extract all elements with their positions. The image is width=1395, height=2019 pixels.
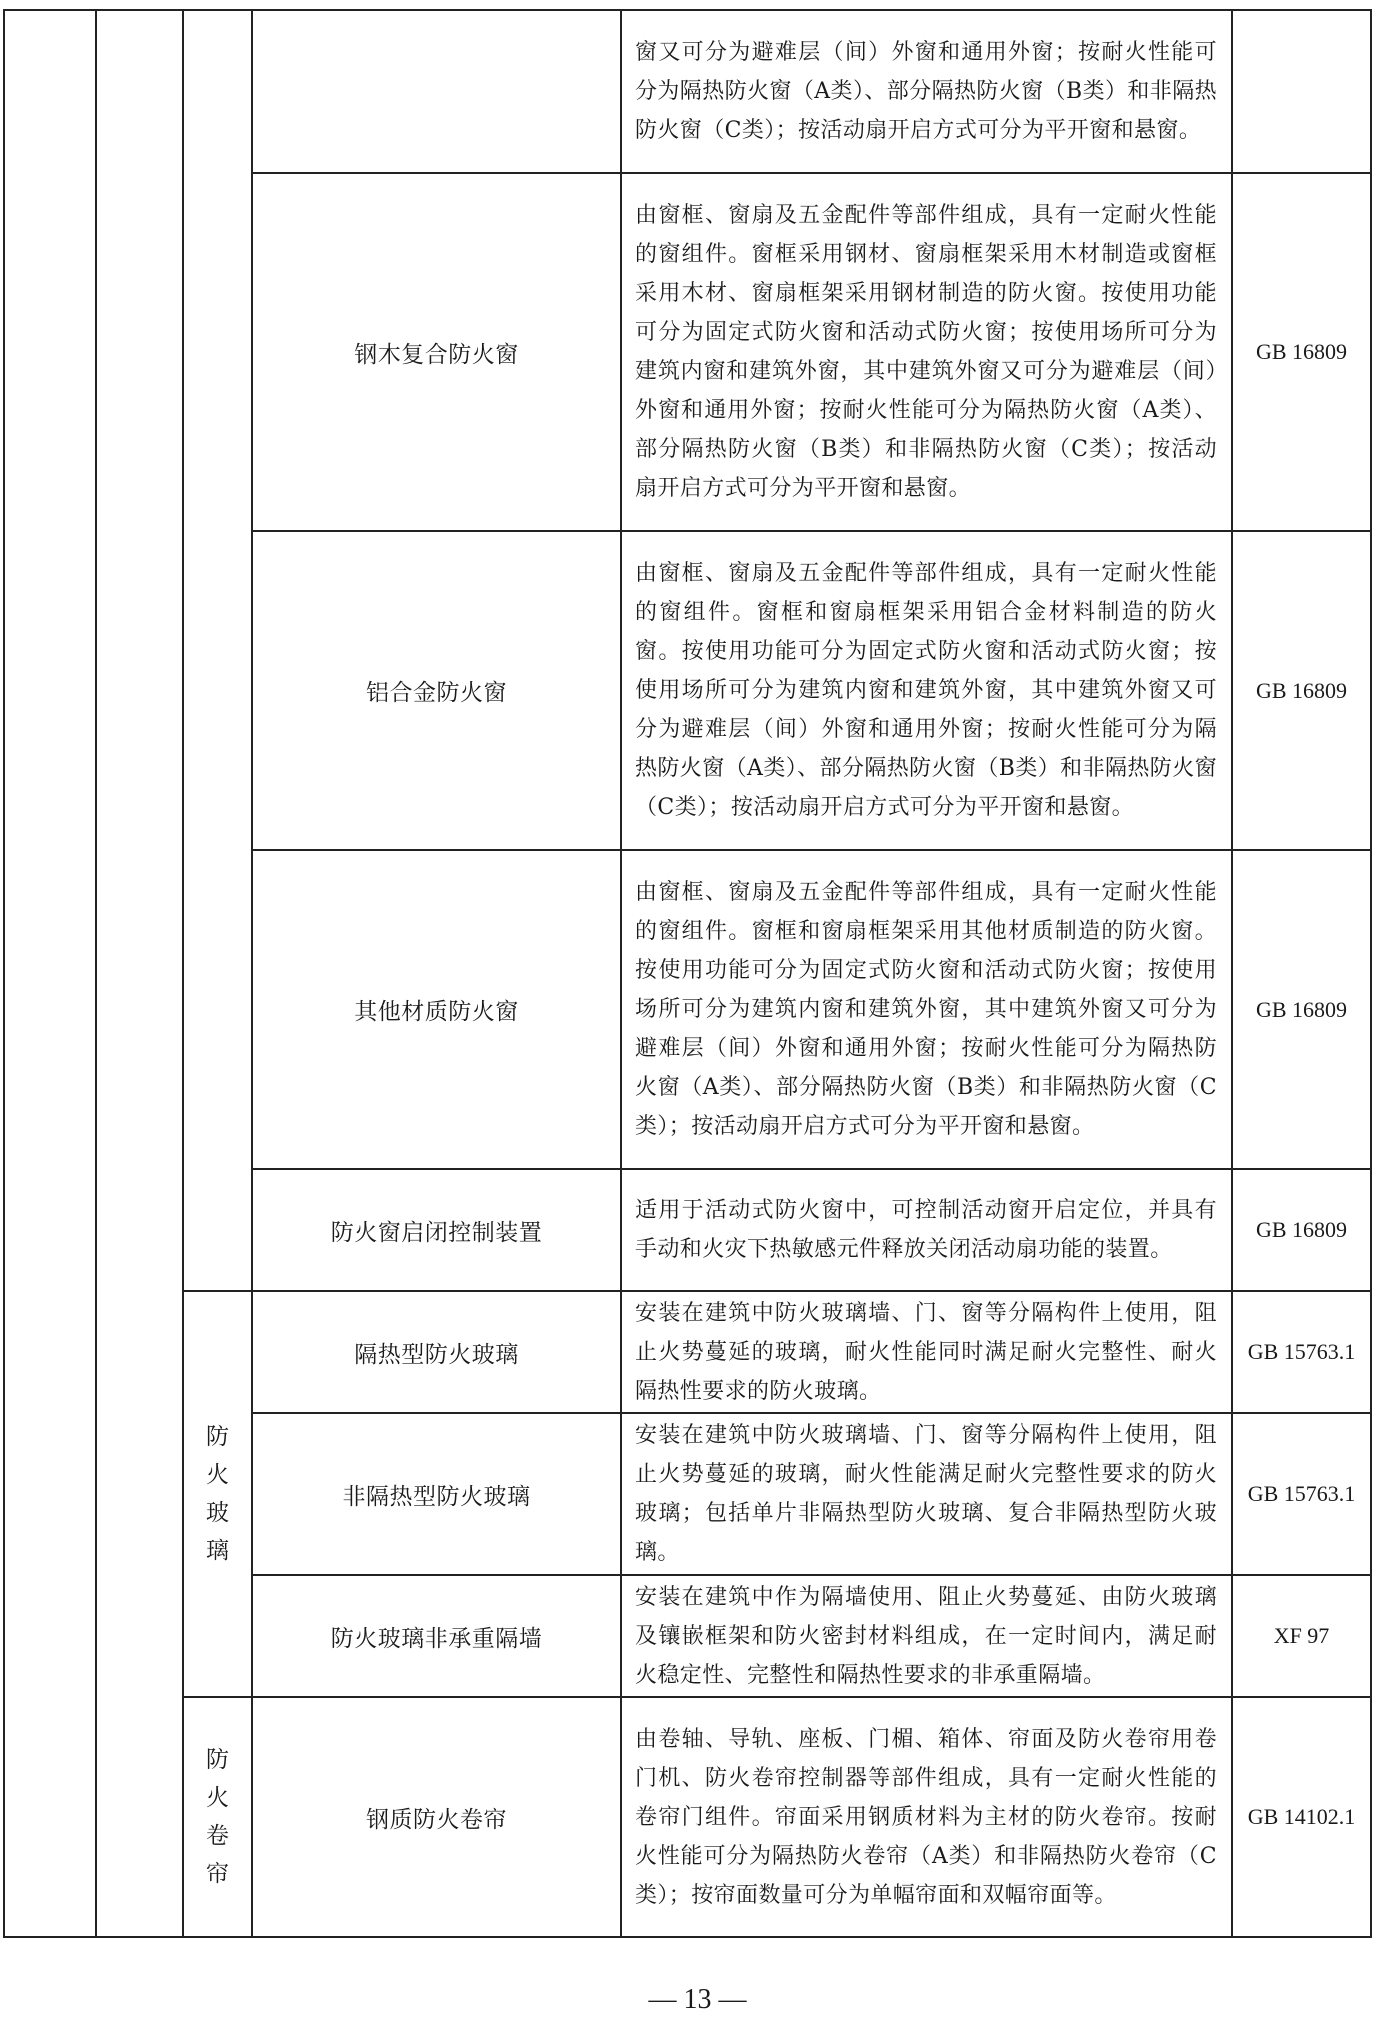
- category-label: 防火卷帘: [205, 1747, 229, 1887]
- standard-code: GB 16809: [1232, 173, 1371, 531]
- product-description: 适用于活动式防火窗中，可控制活动窗开启定位，并具有手动和火灾下热敏感元件释放关闭活动扇功能的装置。: [621, 1169, 1232, 1291]
- product-name: 防火玻璃非承重隔墙: [252, 1575, 621, 1697]
- table-row: [4, 10, 1371, 173]
- category-cell-fire-shutter: [183, 1697, 252, 1937]
- product-name: 隔热型防火玻璃: [252, 1291, 621, 1413]
- page-number: — 13 —: [648, 1984, 747, 2015]
- product-name: [252, 10, 621, 173]
- blank-category-cell: [183, 10, 252, 1291]
- table-row: [4, 1291, 1371, 1413]
- product-description: 安装在建筑中作为隔墙使用、阻止火势蔓延、由防火玻璃及镶嵌框架和防火密封材料组成，在一定时间内，满足耐火稳定性、完整性和隔热性要求的非承重隔墙。: [621, 1575, 1232, 1697]
- table-row: [4, 1697, 1371, 1937]
- product-name: 非隔热型防火玻璃: [252, 1413, 621, 1575]
- blank-column-1: [4, 10, 96, 1937]
- standard-code: GB 15763.1: [1232, 1291, 1371, 1413]
- standard-code: GB 16809: [1232, 850, 1371, 1169]
- standard-code: GB 14102.1: [1232, 1697, 1371, 1937]
- product-name: 钢木复合防火窗: [252, 173, 621, 531]
- product-name: 铝合金防火窗: [252, 531, 621, 850]
- standard-code: [1232, 10, 1371, 173]
- standard-code: GB 16809: [1232, 1169, 1371, 1291]
- standard-code: XF 97: [1232, 1575, 1371, 1697]
- product-name: 钢质防火卷帘: [252, 1697, 621, 1937]
- product-description: 由窗框、窗扇及五金配件等部件组成，具有一定耐火性能的窗组件。窗框和窗扇框架采用其他材质制造的防火窗。按使用功能可分为固定式防火窗和活动式防火窗；按使用场所可分为建筑内窗和建筑外窗，其中建筑外窗又可分为避难层（间）外窗和通用外窗；按耐火性能可分为隔热防火窗（A类）、部分隔热防火窗（B类）和非隔热防火窗（C类）；按活动扇开启方式可分为平开窗和悬窗。: [621, 850, 1232, 1169]
- standard-code: GB 15763.1: [1232, 1413, 1371, 1575]
- product-name: 其他材质防火窗: [252, 850, 621, 1169]
- standard-code: GB 16809: [1232, 531, 1371, 850]
- blank-column-2: [96, 10, 183, 1937]
- product-name: 防火窗启闭控制装置: [252, 1169, 621, 1291]
- product-description: 安装在建筑中防火玻璃墙、门、窗等分隔构件上使用，阻止火势蔓延的玻璃，耐火性能同时满足耐火完整性、耐火隔热性要求的防火玻璃。: [621, 1291, 1232, 1413]
- product-description: 由窗框、窗扇及五金配件等部件组成，具有一定耐火性能的窗组件。窗框和窗扇框架采用铝合金材料制造的防火窗。按使用功能可分为固定式防火窗和活动式防火窗；按使用场所可分为建筑内窗和建筑外窗，其中建筑外窗又可分为避难层（间）外窗和通用外窗；按耐火性能可分为隔热防火窗（A类）、部分隔热防火窗（B类）和非隔热防火窗（C类）；按活动扇开启方式可分为平开窗和悬窗。: [621, 531, 1232, 850]
- product-description: 安装在建筑中防火玻璃墙、门、窗等分隔构件上使用，阻止火势蔓延的玻璃，耐火性能满足耐火完整性要求的防火玻璃；包括单片非隔热型防火玻璃、复合非隔热型防火玻璃。: [621, 1413, 1232, 1575]
- product-table: [3, 9, 1372, 1938]
- category-cell-fire-glass: [183, 1291, 252, 1697]
- category-label: 防火玻璃: [205, 1424, 229, 1564]
- product-description: 由窗框、窗扇及五金配件等部件组成，具有一定耐火性能的窗组件。窗框采用钢材、窗扇框架采用木材制造或窗框采用木材、窗扇框架采用钢材制造的防火窗。按使用功能可分为固定式防火窗和活动式防火窗；按使用场所可分为建筑内窗和建筑外窗，其中建筑外窗又可分为避难层（间）外窗和通用外窗；按耐火性能可分为隔热防火窗（A类）、部分隔热防火窗（B类）和非隔热防火窗（C类）；按活动扇开启方式可分为平开窗和悬窗。: [621, 173, 1232, 531]
- product-description: 窗又可分为避难层（间）外窗和通用外窗；按耐火性能可分为隔热防火窗（A类）、部分隔热防火窗（B类）和非隔热防火窗（C类）；按活动扇开启方式可分为平开窗和悬窗。: [621, 10, 1232, 173]
- product-description: 由卷轴、导轨、座板、门楣、箱体、帘面及防火卷帘用卷门机、防火卷帘控制器等部件组成，具有一定耐火性能的卷帘门组件。帘面采用钢质材料为主材的防火卷帘。按耐火性能可分为隔热防火卷帘（A类）和非隔热防火卷帘（C类）；按帘面数量可分为单幅帘面和双幅帘面等。: [621, 1697, 1232, 1937]
